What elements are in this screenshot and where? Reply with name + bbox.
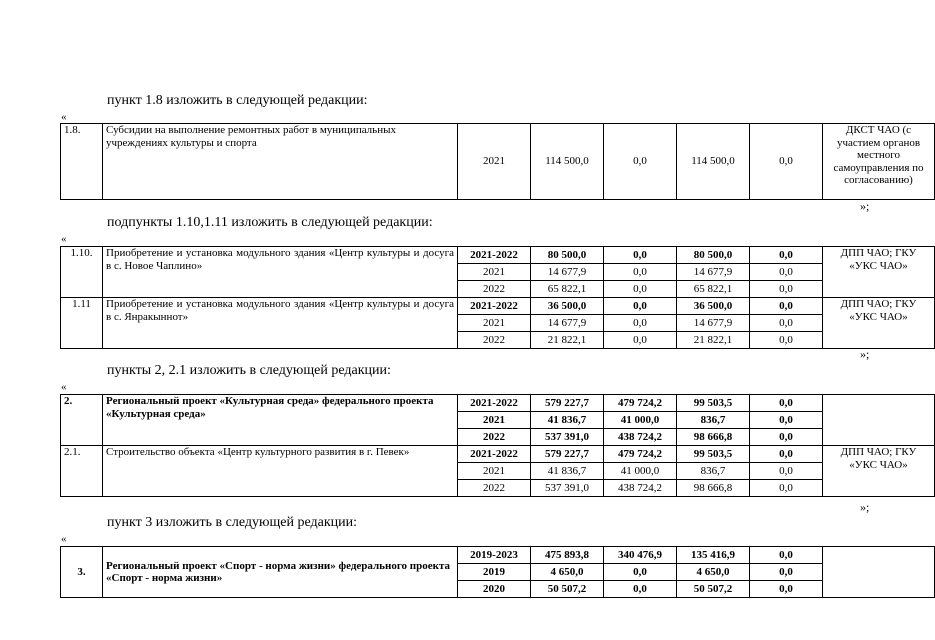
total-cell: 41 836,7 [531, 463, 604, 480]
value-cell: 0,0 [604, 298, 677, 315]
year-cell: 2022 [458, 480, 531, 497]
value-cell: 0,0 [750, 429, 823, 446]
value-cell: 99 503,5 [677, 395, 750, 412]
close-quote: »; [860, 500, 870, 514]
total-cell: 537 391,0 [531, 429, 604, 446]
value-cell: 0,0 [604, 315, 677, 332]
total-cell: 537 391,0 [531, 480, 604, 497]
value-cell: 36 500,0 [677, 298, 750, 315]
value-cell: 340 476,9 [604, 547, 677, 564]
row-number: 1.8. [61, 124, 103, 200]
value-cell: 0,0 [750, 412, 823, 429]
value-cell: 438 724,2 [604, 480, 677, 497]
year-cell: 2019-2023 [458, 547, 531, 564]
value-cell: 98 666,8 [677, 429, 750, 446]
total-cell: 80 500,0 [531, 247, 604, 264]
value-cell: 0,0 [604, 581, 677, 598]
table-item-3 [60, 546, 935, 598]
value-cell: 0,0 [750, 124, 823, 200]
year-cell: 2022 [458, 429, 531, 446]
executor-cell: ДКСТ ЧАО (с участием органов местного самоуправления по согласованию) [823, 124, 935, 200]
value-cell: 114 500,0 [677, 124, 750, 200]
value-cell: 14 677,9 [677, 264, 750, 281]
total-cell: 579 227,7 [531, 446, 604, 463]
total-cell: 41 836,7 [531, 412, 604, 429]
value-cell: 0,0 [604, 264, 677, 281]
row-description: Строительство объекта «Центр культурного развития в г. Певек» [103, 446, 458, 497]
value-cell: 438 724,2 [604, 429, 677, 446]
value-cell: 0,0 [750, 395, 823, 412]
value-cell: 0,0 [750, 298, 823, 315]
value-cell: 479 724,2 [604, 395, 677, 412]
close-quote: »; [860, 199, 870, 213]
value-cell: 99 503,5 [677, 446, 750, 463]
section-heading-2-2-1: пункты 2, 2.1 изложить в следующей редакции: [107, 363, 391, 378]
value-cell: 0,0 [750, 315, 823, 332]
value-cell: 135 416,9 [677, 547, 750, 564]
value-cell: 0,0 [750, 463, 823, 480]
table-row [61, 446, 935, 463]
open-quote: « [61, 233, 67, 245]
table-row [61, 298, 935, 315]
executor-cell [823, 547, 935, 598]
total-cell: 475 893,8 [531, 547, 604, 564]
year-cell: 2021-2022 [458, 247, 531, 264]
year-cell: 2022 [458, 332, 531, 349]
value-cell: 0,0 [604, 564, 677, 581]
close-quote: »; [860, 347, 870, 361]
value-cell: 836,7 [677, 463, 750, 480]
value-cell: 0,0 [750, 547, 823, 564]
executor-cell [823, 395, 935, 446]
table-row [61, 247, 935, 264]
year-cell: 2021 [458, 463, 531, 480]
row-number: 2. [61, 395, 103, 446]
table-row [61, 547, 935, 564]
value-cell: 65 822,1 [677, 281, 750, 298]
table-item-1-8 [60, 123, 935, 200]
value-cell: 0,0 [750, 281, 823, 298]
year-cell: 2021 [458, 124, 531, 200]
value-cell: 98 666,8 [677, 480, 750, 497]
open-quote: « [61, 533, 67, 545]
value-cell: 0,0 [750, 581, 823, 598]
row-number: 1.10. [61, 247, 103, 298]
section-heading-3: пункт 3 изложить в следующей редакции: [107, 515, 357, 530]
value-cell: 0,0 [750, 247, 823, 264]
value-cell: 0,0 [604, 332, 677, 349]
executor-cell: ДПП ЧАО; ГКУ «УКС ЧАО» [823, 446, 935, 497]
year-cell: 2021-2022 [458, 446, 531, 463]
total-cell: 50 507,2 [531, 581, 604, 598]
value-cell: 0,0 [604, 281, 677, 298]
row-description: Приобретение и установка модульного здания «Центр культуры и досуга в с. Янракыннот» [103, 298, 458, 349]
year-cell: 2021 [458, 264, 531, 281]
year-cell: 2019 [458, 564, 531, 581]
executor-cell: ДПП ЧАО; ГКУ «УКС ЧАО» [823, 247, 935, 298]
year-cell: 2021 [458, 315, 531, 332]
value-cell: 21 822,1 [677, 332, 750, 349]
value-cell: 41 000,0 [604, 463, 677, 480]
open-quote: « [61, 381, 67, 393]
value-cell: 0,0 [750, 564, 823, 581]
total-cell: 114 500,0 [531, 124, 604, 200]
total-cell: 14 677,9 [531, 315, 604, 332]
row-description: Региональный проект «Культурная среда» федерального проекта «Культурная среда» [103, 395, 458, 446]
table-row [61, 395, 935, 412]
section-heading-1-10-1-11: подпункты 1.10,1.11 изложить в следующей редакции: [107, 215, 433, 230]
section-heading-1-8: пункт 1.8 изложить в следующей редакции: [107, 93, 368, 108]
value-cell: 4 650,0 [677, 564, 750, 581]
year-cell: 2021-2022 [458, 395, 531, 412]
open-quote: « [61, 111, 67, 123]
row-description: Приобретение и установка модульного здания «Центр культуры и досуга в с. Новое Чаплино» [103, 247, 458, 298]
value-cell: 836,7 [677, 412, 750, 429]
row-number: 2.1. [61, 446, 103, 497]
value-cell: 0,0 [750, 332, 823, 349]
value-cell: 0,0 [750, 446, 823, 463]
value-cell: 0,0 [750, 264, 823, 281]
total-cell: 36 500,0 [531, 298, 604, 315]
row-description: Региональный проект «Спорт - норма жизни» федерального проекта «Спорт - норма жизни» [103, 547, 458, 598]
value-cell: 50 507,2 [677, 581, 750, 598]
value-cell: 0,0 [750, 480, 823, 497]
value-cell: 479 724,2 [604, 446, 677, 463]
table-items-2-2-1 [60, 394, 935, 497]
total-cell: 65 822,1 [531, 281, 604, 298]
value-cell: 0,0 [604, 247, 677, 264]
row-number: 1.11 [61, 298, 103, 349]
total-cell: 4 650,0 [531, 564, 604, 581]
year-cell: 2020 [458, 581, 531, 598]
executor-cell: ДПП ЧАО; ГКУ «УКС ЧАО» [823, 298, 935, 349]
value-cell: 14 677,9 [677, 315, 750, 332]
value-cell: 0,0 [604, 124, 677, 200]
table-items-1-10-1-11 [60, 246, 935, 349]
row-description: Субсидии на выполнение ремонтных работ в муниципальных учреждениях культуры и спорта [103, 124, 458, 200]
year-cell: 2021 [458, 412, 531, 429]
year-cell: 2021-2022 [458, 298, 531, 315]
total-cell: 579 227,7 [531, 395, 604, 412]
value-cell: 80 500,0 [677, 247, 750, 264]
year-cell: 2022 [458, 281, 531, 298]
total-cell: 21 822,1 [531, 332, 604, 349]
row-number: 3. [61, 547, 103, 598]
total-cell: 14 677,9 [531, 264, 604, 281]
value-cell: 41 000,0 [604, 412, 677, 429]
